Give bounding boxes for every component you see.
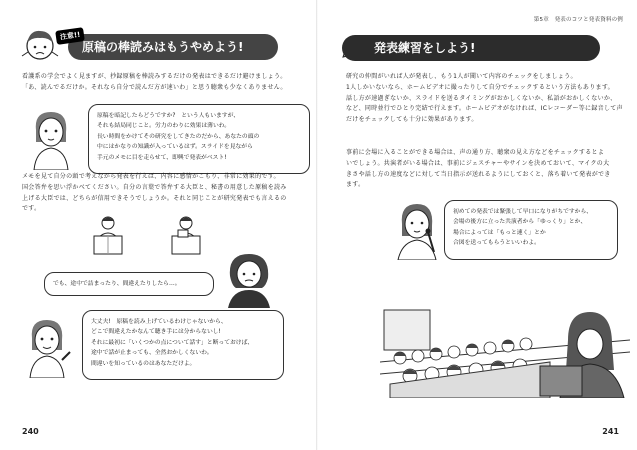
paragraph-practice: 研究の仲間がいれば人が発表し、もう1人が聞いて内容のチェックをしましょう。 1人しかいないなら、ホームビデオに撮ったりして自分でチェックするという方法もあります。 話し方が速過ぎないか、スライドを送るタイミングがおかしくないか、私語がおかしくないか、 など、同時並行でひとり完結で行えます。ホームビデオがなければ、ICレコーダー等に録音して声 だけをチェックしても十分に効果があります。: [346, 73, 623, 124]
section-title-banner: [342, 35, 600, 61]
speech-bubble-advice: 原稿を暗記したらどうですか? という人もいますが、 それも結局同じこと。労力のわりに効果は薄いわ。 長い時間をかけてその研究をしてきたのだから、あなたの頭の 中にはかなりの知識が入っているはず。スライドを見ながら 手元のメモに目を走らせて、即興で発表がベスト!: [88, 104, 310, 174]
speech-bubble-worry: でも、途中で詰まったり、間違えたりしたら…。: [44, 272, 214, 296]
paragraph-intro: 看護系の学会でよく見ますが、抄録原稿を棒読みするだけの発表はできるだけ避けましょう。 「あ、読んでるだけか。それなら自分で読んだ方が速いわ」と思う聴衆も少なくありません。: [22, 73, 287, 91]
woman-microphone-illustration: [390, 200, 444, 260]
page-number: 241: [602, 427, 619, 436]
section-title-banner: [68, 34, 278, 60]
section-title: 発表練習をしよう!: [374, 41, 476, 55]
right-page: [318, 0, 637, 450]
woman-illustration: [26, 108, 76, 170]
woman-pointing-illustration: [22, 316, 72, 378]
podium-speaker-right-illustration: [166, 214, 206, 256]
notice-badge: 注意!!: [55, 27, 85, 45]
paragraph-venue: 事前に会場に入ることができる場合は、声の通り方、聴衆の見え方などをチェックするとよ いでしょう。共演者がいる場合は、事前にジェスチャーやサインを決めておいて、マイクの大 きさや話し方の速度などに対して当日指示が送れるようにしておくと、落ち着いて発表ができ ます。: [346, 149, 611, 189]
podium-speaker-left-illustration: [88, 214, 128, 256]
running-head: 第5章 発表のコツと発表資料の例: [533, 17, 623, 23]
paragraph-speech: メモを見て自分の頭で考えながら発表を行えば、内容に感情がこもり、非常に効果的です。 国会答弁を思い浮かべてください。自分の言葉で答弁する大臣と、秘書の用意した原稿を読み 上げる大臣では、どちらが信用できそうでしょうか。それと同じことが研究発表でも言えるの です。: [22, 173, 287, 213]
speech-bubble-reassure: 大丈夫! 原稿を読み上げているわけじゃないから、 どこで間違えたかなんて聴き手には分からないし! それに最初に「いくつかの点について話す」と断っておけば、 途中で話が止まっても、全然おかしくないわ。 間違いを知っているのはあなただけよ。: [82, 310, 284, 380]
worried-woman-illustration: [222, 250, 276, 308]
left-page: [0, 0, 318, 450]
page-number: 240: [22, 427, 39, 436]
audience-scene-illustration: [380, 300, 630, 398]
section-title: 原稿の棒読みはもうやめよう!: [82, 40, 244, 54]
speech-bubble-signals: 初めての発表では緊張して早口になりがちですから、 会場の後方に立った共演者から「ゆっくり」とか、 場合によっては「もっと速く」とか 合図を送ってもらうといいわよ。: [444, 200, 618, 260]
